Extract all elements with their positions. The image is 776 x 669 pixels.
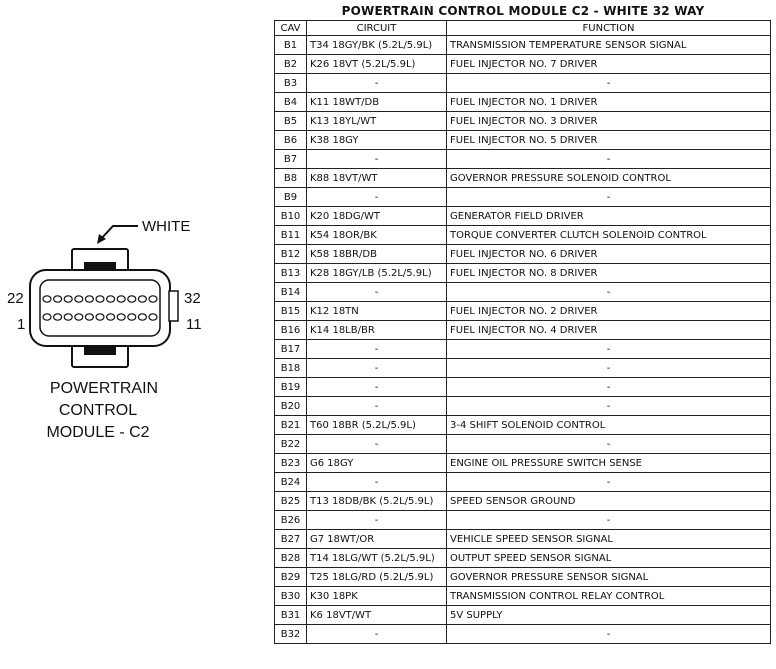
pin-hole <box>64 314 72 320</box>
cell-function: TRANSMISSION TEMPERATURE SENSOR SIGNAL <box>447 36 771 55</box>
table-row <box>275 264 771 283</box>
pin-hole <box>149 314 157 320</box>
table-row <box>275 245 771 264</box>
pin-hole <box>128 314 136 320</box>
cell-circuit: K26 18VT (5.2L/5.9L) <box>307 55 447 74</box>
table-row <box>275 55 771 74</box>
table-row <box>275 549 771 568</box>
cell-function: TRANSMISSION CONTROL RELAY CONTROL <box>447 587 771 606</box>
cell-function: FUEL INJECTOR NO. 2 DRIVER <box>447 302 771 321</box>
cell-function: GOVERNOR PRESSURE SENSOR SIGNAL <box>447 568 771 587</box>
header-circuit: CIRCUIT <box>307 21 447 36</box>
cell-cav: B2 <box>275 55 307 74</box>
connector-side-key-icon <box>169 291 178 321</box>
table-row <box>275 112 771 131</box>
cell-cav: B30 <box>275 587 307 606</box>
table-row <box>275 359 771 378</box>
table-row <box>275 150 771 169</box>
table-row <box>275 226 771 245</box>
cell-cav: B29 <box>275 568 307 587</box>
cell-circuit: T60 18BR (5.2L/5.9L) <box>307 416 447 435</box>
pin-label-32: 32 <box>184 290 201 307</box>
pin-hole <box>54 314 62 320</box>
cell-function: FUEL INJECTOR NO. 8 DRIVER <box>447 264 771 283</box>
cell-circuit: K13 18YL/WT <box>307 112 447 131</box>
cell-circuit: - <box>307 150 447 169</box>
cell-circuit: - <box>307 188 447 207</box>
cell-circuit: T25 18LG/RD (5.2L/5.9L) <box>307 568 447 587</box>
cell-cav: B32 <box>275 625 307 644</box>
cell-cav: B21 <box>275 416 307 435</box>
table-row <box>275 587 771 606</box>
pin-hole <box>138 296 146 302</box>
cell-circuit: K58 18BR/DB <box>307 245 447 264</box>
cell-function: - <box>447 150 771 169</box>
cell-function: - <box>447 283 771 302</box>
cell-circuit: K12 18TN <box>307 302 447 321</box>
cell-cav: B6 <box>275 131 307 150</box>
table-header-row <box>275 21 771 36</box>
cell-circuit: - <box>307 397 447 416</box>
cell-circuit: - <box>307 74 447 93</box>
cell-cav: B11 <box>275 226 307 245</box>
cell-circuit: - <box>307 340 447 359</box>
cell-function: FUEL INJECTOR NO. 1 DRIVER <box>447 93 771 112</box>
pin-hole <box>43 296 51 302</box>
cell-cav: B15 <box>275 302 307 321</box>
cell-cav: B24 <box>275 473 307 492</box>
cell-function: FUEL INJECTOR NO. 7 DRIVER <box>447 55 771 74</box>
cell-function: SPEED SENSOR GROUND <box>447 492 771 511</box>
cell-circuit: - <box>307 473 447 492</box>
cell-cav: B8 <box>275 169 307 188</box>
pin-label-1: 1 <box>17 316 26 333</box>
cell-function: - <box>447 378 771 397</box>
cell-function: 3-4 SHIFT SOLENOID CONTROL <box>447 416 771 435</box>
cell-cav: B13 <box>275 264 307 283</box>
cell-cav: B31 <box>275 606 307 625</box>
cell-cav: B27 <box>275 530 307 549</box>
cell-function: VEHICLE SPEED SENSOR SIGNAL <box>447 530 771 549</box>
table-row <box>275 473 771 492</box>
cell-circuit: K38 18GY <box>307 131 447 150</box>
cell-circuit: K88 18VT/WT <box>307 169 447 188</box>
cell-function: - <box>447 511 771 530</box>
cell-circuit: G7 18WT/OR <box>307 530 447 549</box>
cell-circuit: K30 18PK <box>307 587 447 606</box>
table-row <box>275 530 771 549</box>
cell-circuit: K28 18GY/LB (5.2L/5.9L) <box>307 264 447 283</box>
pin-hole <box>85 296 93 302</box>
table-row <box>275 188 771 207</box>
cell-cav: B22 <box>275 435 307 454</box>
pinout-table <box>274 20 771 644</box>
cell-function: TORQUE CONVERTER CLUTCH SOLENOID CONTROL <box>447 226 771 245</box>
pin-hole <box>96 314 104 320</box>
cell-circuit: - <box>307 625 447 644</box>
cell-function: FUEL INJECTOR NO. 4 DRIVER <box>447 321 771 340</box>
cell-cav: B17 <box>275 340 307 359</box>
cell-cav: B16 <box>275 321 307 340</box>
cell-cav: B23 <box>275 454 307 473</box>
cell-circuit: - <box>307 511 447 530</box>
cell-function: - <box>447 625 771 644</box>
table-row <box>275 606 771 625</box>
cell-function: OUTPUT SPEED SENSOR SIGNAL <box>447 549 771 568</box>
pin-hole <box>117 296 125 302</box>
pin-hole <box>54 296 62 302</box>
cell-cav: B7 <box>275 150 307 169</box>
connector-diagram <box>0 0 270 669</box>
wire-color-label: WHITE <box>142 218 191 235</box>
table-row <box>275 321 771 340</box>
cell-function: - <box>447 340 771 359</box>
table-body <box>275 36 771 644</box>
pin-hole <box>107 314 115 320</box>
cell-function: - <box>447 359 771 378</box>
table-row <box>275 93 771 112</box>
table-row <box>275 169 771 188</box>
pin-hole <box>117 314 125 320</box>
cell-circuit: K54 18OR/BK <box>307 226 447 245</box>
cell-cav: B28 <box>275 549 307 568</box>
cell-cav: B5 <box>275 112 307 131</box>
table-row <box>275 416 771 435</box>
cell-circuit: K20 18DG/WT <box>307 207 447 226</box>
cell-cav: B1 <box>275 36 307 55</box>
pin-hole <box>138 314 146 320</box>
cell-function: - <box>447 397 771 416</box>
table-row <box>275 302 771 321</box>
header-cav: CAV <box>275 21 307 36</box>
table-title: POWERTRAIN CONTROL MODULE C2 - WHITE 32 WAY <box>341 4 705 18</box>
cell-cav: B9 <box>275 188 307 207</box>
table-row <box>275 36 771 55</box>
cell-function: 5V SUPPLY <box>447 606 771 625</box>
pin-label-11: 11 <box>186 316 202 333</box>
table-row <box>275 397 771 416</box>
cell-cav: B4 <box>275 93 307 112</box>
table-row <box>275 340 771 359</box>
cell-cav: B3 <box>275 74 307 93</box>
table-row <box>275 283 771 302</box>
table-row <box>275 492 771 511</box>
caption-line-3: MODULE - C2 <box>46 424 150 441</box>
cell-circuit: K14 18LB/BR <box>307 321 447 340</box>
cell-circuit: - <box>307 435 447 454</box>
cell-function: GOVERNOR PRESSURE SOLENOID CONTROL <box>447 169 771 188</box>
cell-circuit: T14 18LG/WT (5.2L/5.9L) <box>307 549 447 568</box>
callout-arrow-icon <box>100 226 138 240</box>
table-row <box>275 454 771 473</box>
table-row <box>275 435 771 454</box>
cell-cav: B25 <box>275 492 307 511</box>
table-row <box>275 207 771 226</box>
cell-function: - <box>447 473 771 492</box>
cell-function: - <box>447 188 771 207</box>
cell-circuit: T34 18GY/BK (5.2L/5.9L) <box>307 36 447 55</box>
caption-line-2: CONTROL <box>58 402 138 419</box>
header-function: FUNCTION <box>447 21 771 36</box>
cell-function: FUEL INJECTOR NO. 5 DRIVER <box>447 131 771 150</box>
table-row <box>275 131 771 150</box>
connector-inner-shell-icon <box>40 280 160 336</box>
pin-hole <box>75 296 83 302</box>
table-row <box>275 378 771 397</box>
cell-circuit: K11 18WT/DB <box>307 93 447 112</box>
pin-hole <box>107 296 115 302</box>
cell-function: FUEL INJECTOR NO. 3 DRIVER <box>447 112 771 131</box>
cell-function: ENGINE OIL PRESSURE SWITCH SENSE <box>447 454 771 473</box>
pin-hole <box>43 314 51 320</box>
cell-circuit: G6 18GY <box>307 454 447 473</box>
cell-circuit: T13 18DB/BK (5.2L/5.9L) <box>307 492 447 511</box>
pin-hole <box>149 296 157 302</box>
cell-circuit: - <box>307 378 447 397</box>
table-row <box>275 511 771 530</box>
cell-function: - <box>447 435 771 454</box>
cell-circuit: - <box>307 283 447 302</box>
cell-cav: B12 <box>275 245 307 264</box>
pin-hole <box>96 296 104 302</box>
cell-cav: B26 <box>275 511 307 530</box>
cell-function: FUEL INJECTOR NO. 6 DRIVER <box>447 245 771 264</box>
cell-function: - <box>447 74 771 93</box>
table-row <box>275 74 771 93</box>
pin-hole <box>75 314 83 320</box>
pin-hole <box>64 296 72 302</box>
pin-hole <box>128 296 136 302</box>
caption-line-1: POWERTRAIN <box>49 380 159 397</box>
table-row <box>275 568 771 587</box>
cell-cav: B14 <box>275 283 307 302</box>
cell-circuit: K6 18VT/WT <box>307 606 447 625</box>
cell-circuit: - <box>307 359 447 378</box>
table-row <box>275 625 771 644</box>
cell-function: GENERATOR FIELD DRIVER <box>447 207 771 226</box>
cell-cav: B10 <box>275 207 307 226</box>
pin-hole <box>85 314 93 320</box>
cell-cav: B19 <box>275 378 307 397</box>
pin-label-22: 22 <box>7 290 24 307</box>
cell-cav: B20 <box>275 397 307 416</box>
cell-cav: B18 <box>275 359 307 378</box>
